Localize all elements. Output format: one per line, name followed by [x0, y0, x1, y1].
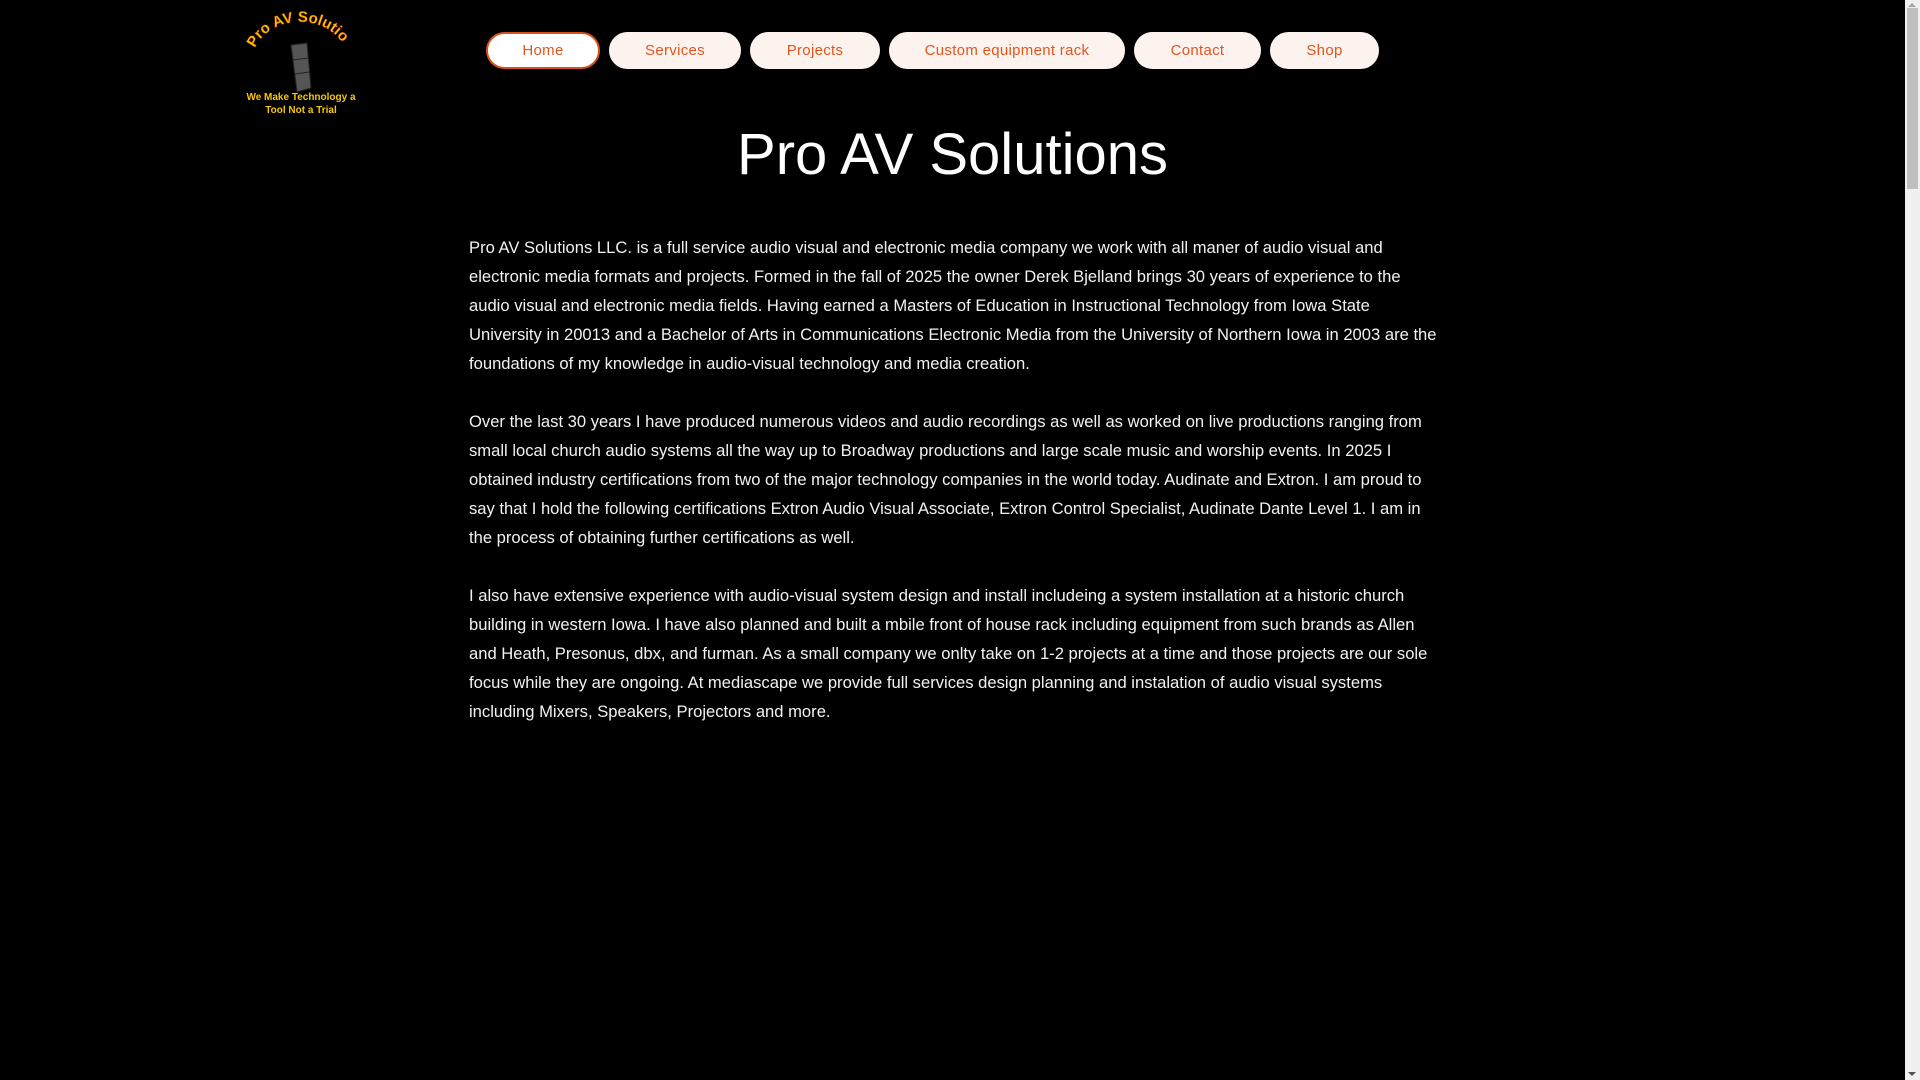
nav-shop[interactable]: Shop — [1270, 32, 1379, 69]
svg-text:We Make Technology a: We Make Technology a — [246, 92, 356, 103]
scroll-down-arrow-icon[interactable] — [1908, 1072, 1916, 1076]
paragraph-intro: Pro AV Solutions LLC. is a full service audio visual and electronic media company we work with all maner of audio visual and electronic media formats and projects. Formed in the fall of 2025 the owner Derek Bjelland brings 30 years of experience to the audio visual and electronic media fields. Having earned a Masters of Education in Instructional Technology from Iowa State University in 20013 and a Bachelor of Arts in Communications Electronic Media from the University of Northern Iowa in 2003 are the foundations of my knowledge in audio-visual technology and media creation. — [469, 238, 1437, 373]
nav-services[interactable]: Services — [609, 32, 741, 69]
speaker-logo-icon — [243, 10, 363, 118]
scrollbar-thumb[interactable] — [1907, 8, 1918, 189]
nav-home[interactable]: Home — [486, 32, 600, 69]
page-title: Pro AV Solutions — [737, 122, 1168, 187]
logo[interactable] — [243, 10, 363, 118]
svg-text:Tool Not a Trial: Tool Not a Trial — [265, 105, 337, 116]
about-content — [469, 233, 1444, 755]
svg-text:Pro AV Solutions: Pro AV Solutio — [243, 10, 353, 51]
nav-projects[interactable]: Projects — [750, 32, 880, 69]
main-nav — [486, 32, 1379, 69]
nav-custom-equipment-rack[interactable]: Custom equipment rack — [889, 32, 1125, 69]
vertical-scrollbar[interactable] — [1905, 0, 1920, 1080]
nav-contact[interactable]: Contact — [1134, 32, 1261, 69]
paragraph-installations: I also have extensive experience with audio-visual system design and install includeing a system installation at a historic church building in western Iowa. I have also planned and built a mbile front of house rack including equipment from such brands as Allen and Heath, Presonus, dbx, and furman. As a small company we onlty take on 1-2 projects at a time and those projects are our sole focus while they are ongoing. At mediascape we provide full services design planning and instalation of audio visual systems including Mixers, Speakers, Projectors and more. — [469, 586, 1428, 721]
scroll-up-arrow-icon[interactable] — [1908, 3, 1916, 7]
paragraph-experience: Over the last 30 years I have produced numerous videos and audio recordings as well as worked on live productions ranging from small local church audio systems all the way up to Broadway productions and large scale music and worship events. In 2025 I obtained industry certifications from two of the major technology companies in the world today. Audinate and Extron. I am proud to say that I hold the following certifications Extron Audio Visual Associate, Extron Control Specialist, Audinate Dante Level 1. I am in the process of obtaining further certifications as well. — [469, 412, 1422, 547]
